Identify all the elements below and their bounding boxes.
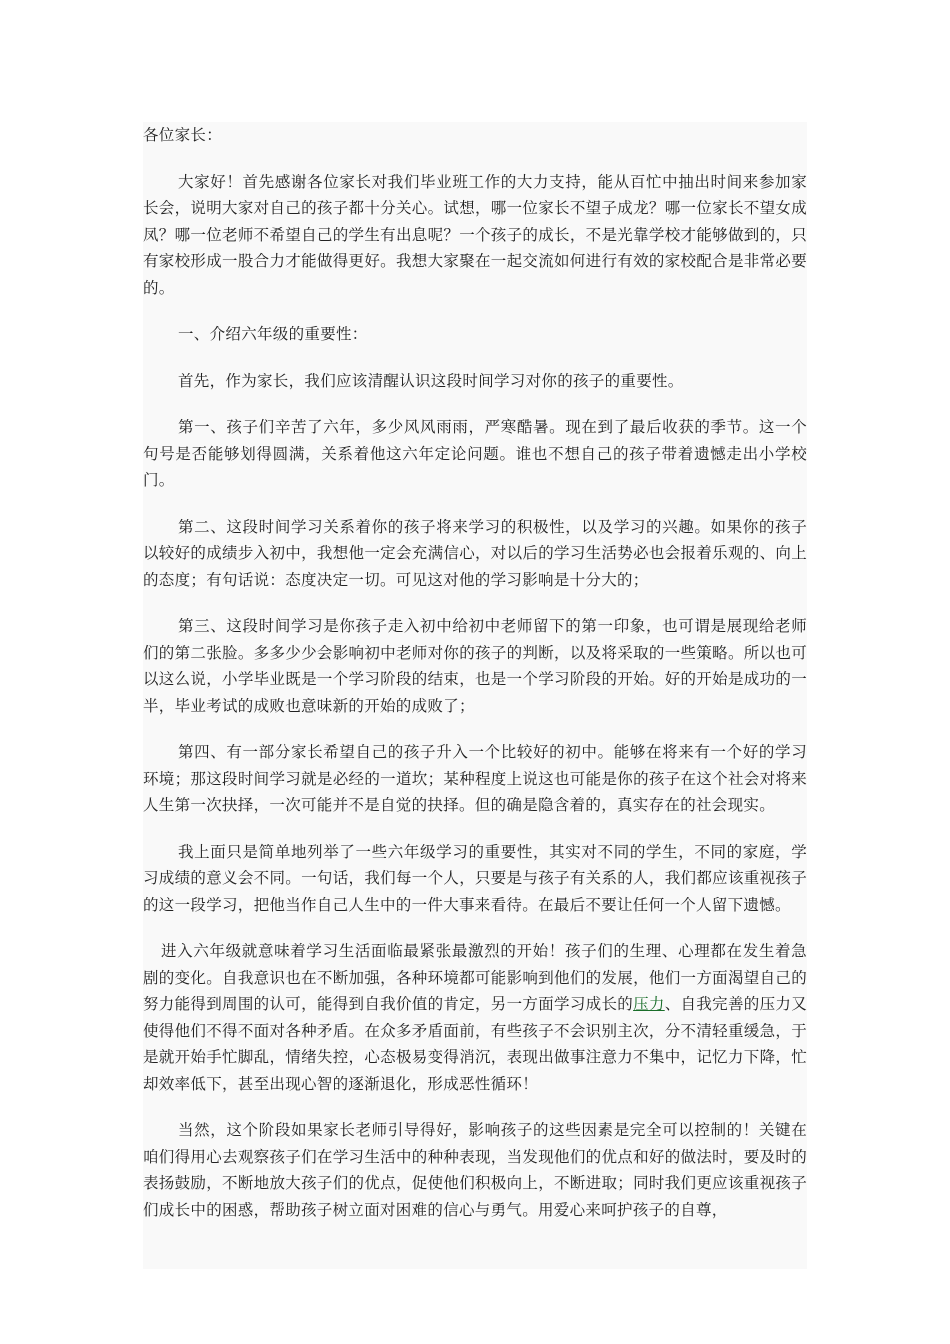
- paragraph-summary: 我上面只是简单地列举了一些六年级学习的重要性，其实对不同的学生，不同的家庭，学习成绩的意义会不同。一句话，我们每一个人，只要是与孩子有关系的人，我们都应该重视孩子的这一段学习，把他当作自己人生中的一件大事来看待。在最后不要让任何一个人留下遗憾。: [143, 842, 807, 914]
- paragraph-point-1: 第一、孩子们辛苦了六年，多少风风雨雨，严寒酷暑。现在到了最后收获的季节。这一个句号是否能够划得圆满，关系着他这六年定论问题。谁也不想自己的孩子带着遗憾走出小学校门。: [143, 418, 807, 489]
- intro-paragraph: 大家好！首先感谢各位家长对我们毕业班工作的大力支持，能从百忙中抽出时间来参加家长会，说明大家对自己的孩子都十分关心。试想，哪一位家长不望子成龙？哪一位家长不望女成凤？哪一位老师不希望自己的学生有出息呢？一个孩子的成长，不是光靠学校才能够做到的，只有家校形成一股合力才能做得更好。我想大家聚在一起交流如何进行有效的家校配合是非常必要的。: [143, 172, 807, 297]
- paragraph-guidance: 当然，这个阶段如果家长老师引导得好，影响孩子的这些因素是完全可以控制的！关键在咱们得用心去观察孩子们在学习生活中的种种表现，当发现他们的优点和好的做法时，要及时的表扬鼓励，不断地放大孩子们的优点，促使他们积极向上，不断进取；同时我们更应该重视孩子们成长中的困惑，帮助孩子树立面对困难的信心与勇气。用爱心来呵护孩子的自尊，: [143, 1121, 807, 1219]
- pressure-link[interactable]: 压力: [633, 995, 665, 1013]
- greeting: 各位家长：: [143, 126, 223, 144]
- document-body: [143, 122, 807, 1269]
- paragraph-grade-six-text-a: 进入六年级就意味着学习生活面临最紧张最激烈的开始！孩子们的生理、心理都在发生着急剧的变化。自我意识也在不断加强，各种环境都可能影响到他们的发展，他们一方面渴望自己的努力能得到周围的认可，能得到自我价值的肯定，另一方面学习成长的: [143, 942, 807, 1013]
- paragraph-first: 首先，作为家长，我们应该清醒认识这段时间学习对你的孩子的重要性。: [178, 371, 684, 390]
- paragraph-grade-six-text-b: 、自我完善的压力又使得他们不得不面对各种矛盾。在众多矛盾面前，有些孩子不会识别主次，分不清轻重缓急，于是就开始手忙脚乱，情绪失控，心态极易变得消沉，表现出做事注意力不集中，记忆力下降，忙却效率低下，甚至出现心智的逐渐退化，形成恶性循环！: [143, 995, 807, 1093]
- paragraph-grade-six: [143, 938, 807, 1097]
- paragraph-point-2: 第二、这段时间学习关系着你的孩子将来学习的积极性，以及学习的兴趣。如果你的孩子以较好的成绩步入初中，我想他一定会充满信心，对以后的学习生活势必也会报着乐观的、向上的态度；有句话说：态度决定一切。可见这对他的学习影响是十分大的；: [143, 517, 807, 589]
- paragraph-point-3: 第三、这段时间学习是你孩子走入初中给初中老师留下的第一印象，也可谓是展现给老师们的第二张脸。多多少少会影响初中老师对你的孩子的判断，以及将采取的一些策略。所以也可以这么说，小学毕业既是一个学习阶段的结束，也是一个学习阶段的开始。好的开始是成功的一半，毕业考试的成败也意味新的开始的成败了；: [143, 617, 807, 715]
- paragraph-point-4: 第四、有一部分家长希望自己的孩子升入一个比较好的初中。能够在将来有一个好的学习环境；那这段时间学习就是必经的一道坎；某种程度上说这也可能是你的孩子在这个社会对将来人生第一次抉择，一次可能并不是自觉的抉择。但的确是隐含着的，真实存在的社会现实。: [143, 743, 807, 814]
- section-heading: 一、介绍六年级的重要性：: [178, 325, 368, 343]
